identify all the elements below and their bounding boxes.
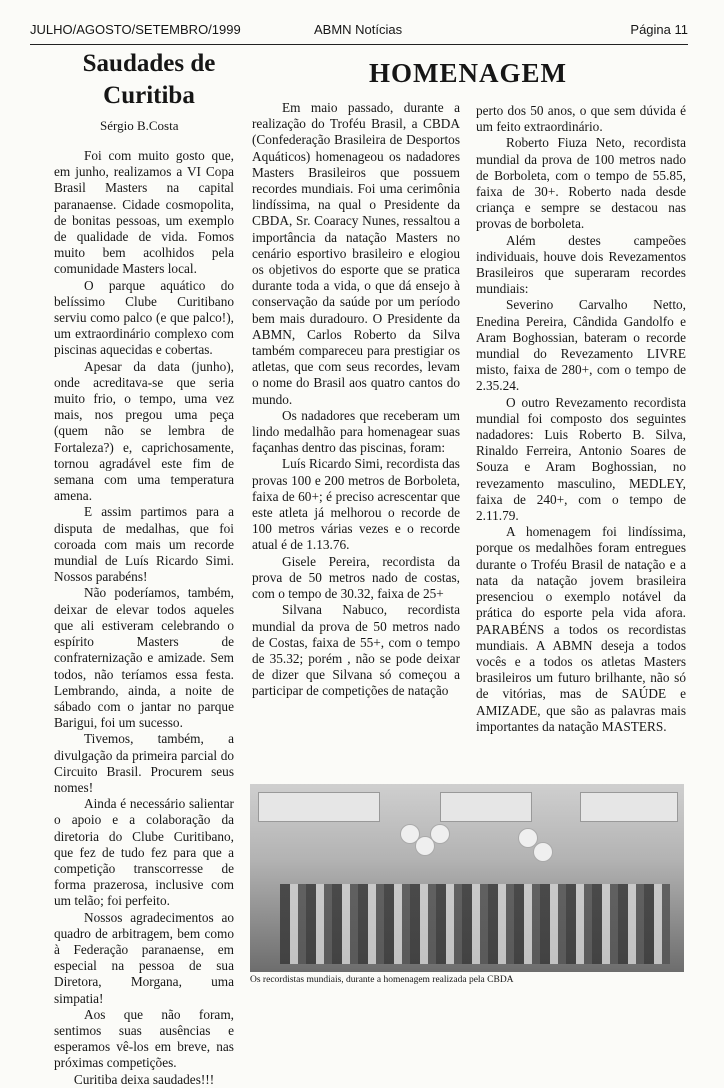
article1-paragraph: Aos que não foram, sentimos suas ausências e esperamos vê-los em breve, nas próximas competições. <box>54 1006 234 1071</box>
article1-author: Sérgio B.Costa <box>100 118 179 133</box>
publication-name: ABMN Notícias <box>314 22 403 37</box>
article2-title: HOMENAGEM <box>369 58 567 88</box>
issue-date: JULHO/AGOSTO/SETEMBRO/1999 <box>30 22 241 37</box>
article2-column-2 <box>476 103 686 735</box>
ceremony-photo <box>250 784 684 972</box>
page-number: Página 11 <box>630 22 688 37</box>
article2-paragraph: Gisele Pereira, recordista da prova de 50 metros nado de costas, com o tempo de 30.32, faixa de 25+ <box>252 553 460 602</box>
article2-paragraph: O outro Revezamento recordista mundial foi composto dos seguintes nadadores: Luis Roberto B. Silva, Rinaldo Ferreira, Antonio Soares de Souza e Aram Boghossian, no revezamento masculino, MEDLEY, faixa de 240+, com o tempo de 2.11.79. <box>476 394 686 524</box>
article1-paragraph: Ainda é necessário salientar o apoio e a colaboração da diretoria do Clube Curitibano, que fez de tudo fez para que a competição transcorresse de forma prazerosa, inclusive com um telão; foi perfeito. <box>54 796 234 909</box>
article1-closing: Curitiba deixa saudades!!! <box>73 1071 215 1087</box>
article1-paragraph: Apesar da data (junho), onde acreditava-se que seria muito frio, o tempo, uma vez mais, nos pregou uma peça (quem não se lembra de Fortaleza?) e, caprichosamente, tornou agradável este fim de semana com uma temperatura amena. <box>54 358 234 504</box>
article1-paragraph: Nossos agradecimentos ao quadro de arbitragem, bem como à Federação paranaense, em especial na pessoa de sua Diretora, Morgana, uma simpatia! <box>54 909 234 1006</box>
article2-paragraph: perto dos 50 anos, o que sem dúvida é um feito extraordinário. <box>476 103 686 135</box>
article1-body <box>54 148 234 1088</box>
article2-paragraph: Luís Ricardo Simi, recordista das provas 100 e 200 metros de Borboleta, faixa de 60+; é preciso acrescentar que este atleta já melhorou o recorde de 100 metros várias vezes e o recorde atual é de 1.13.76. <box>252 456 460 553</box>
article2-paragraph: Em maio passado, durante a realização do Troféu Brasil, a CBDA (Confederação Brasileira de Desportos Aquáticos) homenageou os nadadores Masters Brasileiros que possuem recordes mundiais. Foi uma cerimônia lindíssima, na qual o Presidente da CBDA, Sr. Coaracy Nunes, ressaltou a importância da natação Masters no cenário esportivo brasileiro e elogiou os objetivos do esporte que se pratica durante toda a vida, o que dá ensejo à conservação da saúde por um período bem mais duradouro. O Presidente da ABMN, Carlos Roberto da Silva também compareceu para prestigiar os atletas, que com seus recordes, levam o nome do Brasil aos quatro cantos do mundo. <box>252 100 460 407</box>
article1-paragraph: E assim partimos para a disputa de medalhas, que foi coroada com mais um recorde mundial de Luís Ricardo Simi. Nossos parabéns! <box>54 504 234 585</box>
article2-paragraph: Severino Carvalho Netto, Enedina Pereira, Cândida Gandolfo e Aram Boghossian, bateram o recorde mundial do Revezamento LIVRE misto, faixa de 280+, com o tempo de 2.35.24. <box>476 297 686 394</box>
article1-paragraph: O parque aquático do belíssimo Clube Curitibano serviu como palco (e que palco!), um extraordinário complexo com piscinas aquecidas e cobertas. <box>54 277 234 358</box>
article1-paragraph: Foi com muito gosto que, em junho, realizamos a VI Copa Brasil Masters na capital paranaense. Cidade cosmopolita, de bonitas pessoas, um exemplo de qualidade de vida. Fomos muito bem acolhidos pela comunidade Masters local. <box>54 148 234 277</box>
article1-title: Saudades de Curitiba <box>82 50 216 109</box>
article1-paragraph: Não poderíamos, também, deixar de elevar todos aqueles que ali estiveram celebrando o espírito Masters de confraternização e amizade. Sem todos, não teríamos essa festa. Lembrando, ainda, a noite de sábado com o jantar no parque Barigui, foi um sucesso. <box>54 585 234 731</box>
article2-paragraph: Roberto Fiuza Neto, recordista mundial da prova de 100 metros nado de Borboleta, com o tempo de 55.85, faixa de 30+. Roberto nada desde criança e sempre se destacou nas provas de borboleta. <box>476 135 686 232</box>
page-header <box>30 22 688 45</box>
article2-paragraph: A homenagem foi lindíssima, porque os medalhões foram entregues durante o Troféu Brasil de natação e a nata da natação jovem brasileira presenciou o exemplo notável da prática do esporte pela vida afora. PARABÉNS a todos os recordistas mundiais. A ABMN deseja a todos vocês e a todos os atletas Masters brasileiros um futuro brilhante, não só de vitórias, mas de SAÚDE e AMIZADE, que são as palavras mais importantes da natação MASTERS. <box>476 524 686 734</box>
article2-paragraph: Os nadadores que receberam um lindo medalhão para homenagear suas façanhas dentro das piscinas, foram: <box>252 407 460 456</box>
article2-paragraph: Silvana Nabuco, recordista mundial da prova de 50 metros nado de Costas, faixa de 55+, com o tempo de 35.32; porém , não se pode deixar de dizer que Silvana só começou a participar de competições de natação <box>252 602 460 699</box>
article2-paragraph: Além destes campeões individuais, houve dois Revezamentos Brasileiros que superaram recordes mundiais: <box>476 232 686 297</box>
article1-paragraph: Tivemos, também, a divulgação da primeira parcial do Circuito Brasil. Procurem seus nomes! <box>54 731 234 795</box>
article2-column-1 <box>252 100 460 700</box>
photo-caption: Os recordistas mundiais, durante a homenagem realizada pela CBDA <box>250 975 514 985</box>
